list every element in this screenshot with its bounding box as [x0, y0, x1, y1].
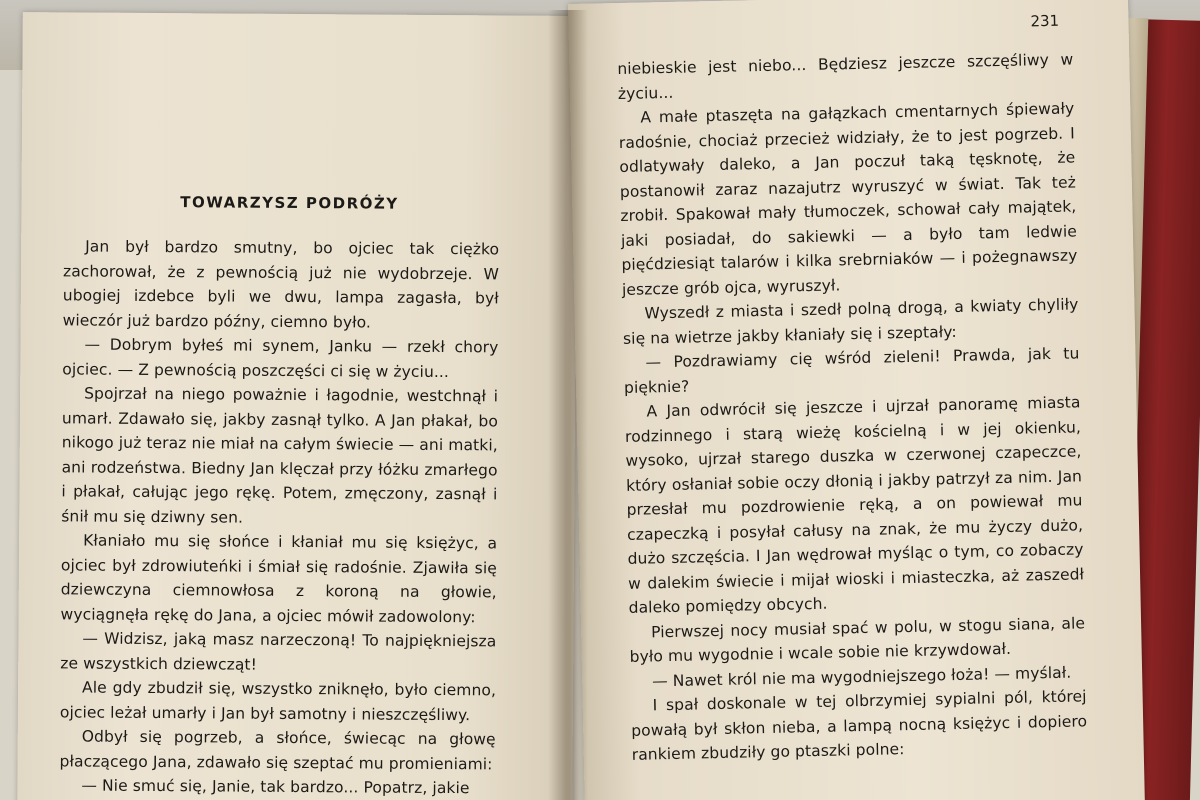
right-page [568, 0, 1145, 800]
page-number: 231 [1030, 11, 1060, 31]
paragraph: Spojrzał na niego poważnie i łagodnie, westchnął i umarł. Zdawało się, jakby zasnął tylko. A Jan płakał, bo nikogo już teraz nie miał na całym świecie — ani matki, ani rodzeństwa. Biedny Jan klęczał przy łóżku zmarłego i płakał, całując jego rękę. Potem, zmęczony, zasnął i śnił mu się dziwny sen. [61, 384, 499, 527]
paragraph: Jan był bardzo smutny, bo ojciec tak ciężko zachorował, że z pewnością już nie wydobrzeje. W ubogiej izdebce byli we dwu, lampa zagasła, był wieczór już bardzo późny, ciemno było. [62, 237, 500, 332]
paragraph: — Dobrym byłeś mi synem, Janku — rzekł chory ojciec. — Z pewnością poszczęści ci się w życiu... [62, 335, 499, 381]
paragraph: Wyszedł z miasta i szedł polną drogą, a kwiaty chyliły się na wietrze jakby kłaniały się i szeptały: [622, 295, 1079, 348]
paragraph: — Pozdrawiamy cię wśród zieleni! Prawda, jak tu pięknie? [623, 344, 1080, 397]
paragraph: A małe ptaszęta na gałązkach cmentarnych śpiewały radośnie, chociaż przecież widziały, że to jest pogrzeb. I odlatywały daleko, a Jan poczuł taką tęsknotę, że postanowił zaraz nazajutrz wyruszyć w świat. Tak też zrobił. Spakował mały tłumoczek, schował cały majątek, jaki posiadał, do sakiewki — a było tam ledwie pięćdziesiąt talarów i kilka srebrniaków — i pożegnawszy jeszcze grób ojca, wyruszył. [618, 99, 1078, 299]
paragraph: Ale gdy zbudził się, wszystko zniknęło, było ciemno, ojciec leżał umarły i Jan był samotny i nieszczęśliwy. [59, 678, 497, 724]
paragraph: niebieskie jest niebo... Będziesz jeszcze szczęśliwy w życiu... [617, 50, 1074, 103]
left-page-text [59, 234, 499, 800]
paragraph: — Nie smuć się, Janie, tak bardzo... Popatrz, jakie [81, 776, 470, 798]
paragraph: Pierwszej nocy musiał spać w polu, w stogu siana, ale było mu wygodnie i wcale sobie nie krzywdował. [629, 613, 1086, 666]
left-page [17, 12, 578, 800]
chapter-title: TOWARZYSZ PODRÓŻY [180, 193, 399, 213]
right-page-text [617, 47, 1088, 767]
book-gutter [548, 10, 588, 800]
paragraph: I spał doskonale w tej olbrzymiej sypialni pól, której powałą był skłon nieba, a lampą nocną księżyc i dopiero rankiem zbudziły go ptaszki polne: [631, 687, 1088, 764]
paragraph: A Jan odwrócił się jeszcze i ujrzał panoramę miasta rodzinnego i starą wieżę kościelną i w jej okienku, wysoko, ujrzał starego duszka w czerwonej czapeczce, który osłaniał sobie oczy dłonią i jakby patrzył za nim. Jan przesłał mu pozdrowienie ręką, a on powiewał mu czapeczką i posyłał całusy na znak, że mu życzy dużo, dużo szczęścia. I Jan wędrował myśląc o tym, co zobaczy w dalekim świecie i mijał wioski i miasteczka, aż zaszedł daleko pomiędzy obcych. [624, 393, 1085, 617]
paragraph: — Widzisz, jaką masz narzeczoną! To najpiękniejsza ze wszystkich dziewcząt! [60, 629, 497, 674]
paragraph: — Nawet król nie ma wygodniejszego łoża! — myślał. [652, 663, 1072, 690]
paragraph: Odbył się pogrzeb, a słońce, świecąc na głowę płaczącego Jana, zdawało się szeptać mu promieniami: [59, 727, 496, 773]
paragraph: Kłaniało mu się słońce i kłaniał mu się księżyc, a ojciec był zdrowiuteńki i śmiał się radośnie. Zjawiła się dziewczyna ciemnowłosa z koroną na głowie, wyciągnęła rękę do Jana, a ojciec mówił zadowolony: [60, 531, 498, 626]
